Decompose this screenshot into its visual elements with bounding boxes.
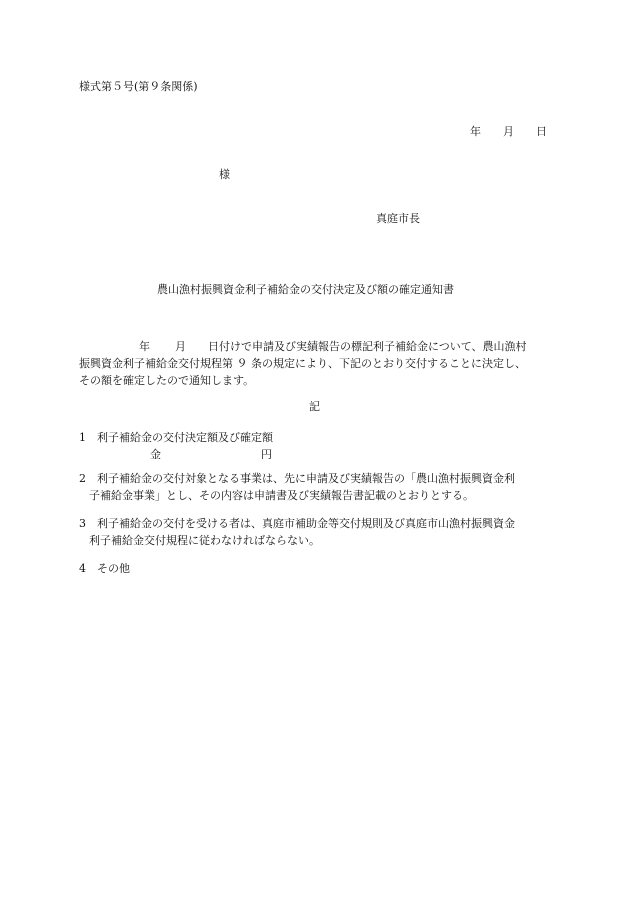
item-2-line-2: 子補給金事業」とし、その内容は申請書及び実績報告書記載のとおりとする。 [89, 489, 474, 502]
issuer: 真庭市長 [376, 212, 420, 225]
body-paragraph [79, 338, 554, 389]
body-month-label: 月 [175, 340, 186, 353]
date-month-label: 月 [503, 125, 514, 138]
item-3 [79, 515, 557, 549]
amount-suffix: 円 [261, 448, 272, 461]
item-3-line-2: 利子補給金交付規程に従わなければならない。 [89, 534, 320, 547]
item-4 [79, 560, 557, 577]
body-line-1 [79, 338, 554, 355]
item-1 [79, 429, 557, 463]
item-1-amount [79, 446, 557, 463]
addressee-suffix: 様 [219, 168, 230, 181]
item-2 [79, 470, 557, 504]
form-number: 様式第５号(第９条関係) [79, 80, 198, 93]
body-line-2: 振興資金利子補給金交付規程第 ９ 条の規定により、下記のとおり交付することに決定し、 [79, 357, 526, 370]
item-1-heading: 1 利子補給金の交付決定額及び確定額 [79, 431, 273, 444]
body-year-label: 年 [139, 340, 150, 353]
ki-heading: 記 [309, 400, 320, 413]
item-3-line-1: 3 利子補給金の交付を受ける者は、真庭市補助金等交付規則及び真庭市山漁村振興資金 [79, 517, 515, 530]
item-2-line-1: 2 利子補給金の交付対象となる事業は、先に申請及び実績報告の「農山漁村振興資金利 [79, 472, 515, 485]
body-line-1-text: 日付けで申請及び実績報告の標記利子補給金について、農山漁村 [208, 340, 527, 353]
body-line-3: その額を確定したので通知します。 [79, 374, 255, 387]
item-4-heading: 4 その他 [79, 562, 130, 575]
date-line [470, 126, 547, 137]
date-day-label: 日 [536, 125, 547, 138]
date-year-label: 年 [470, 125, 481, 138]
document-title: 農山漁村振興資金利子補給金の交付決定及び額の確定通知書 [157, 283, 454, 296]
amount-prefix: 金 [150, 448, 161, 461]
